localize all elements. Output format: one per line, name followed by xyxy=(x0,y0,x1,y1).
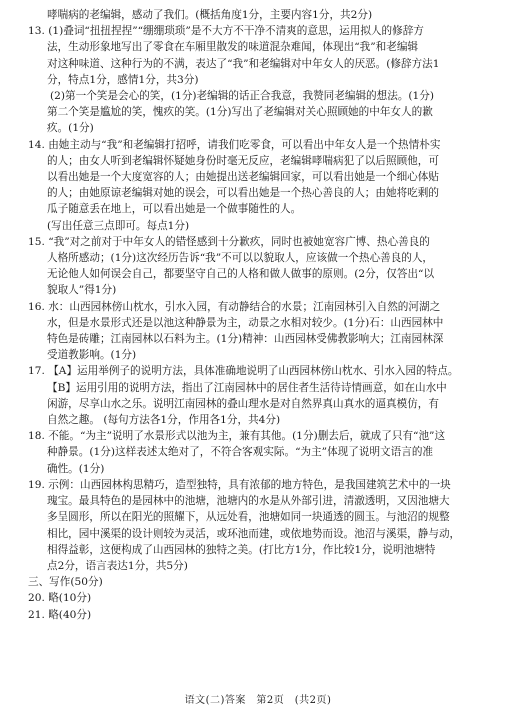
text-line: 14. 由她主动与“我”和老编辑打招呼，请我们吃零食，可以看出中年女人是一个热情朴实 xyxy=(28,138,441,151)
text-line: 无论他人如何误会自己，都要坚守自己的人格和做人做事的原则。(2分，仅答出“以 xyxy=(47,268,435,281)
text-line: 水，但是水景形式还是以池这种静景为主，动景之水相对较少。(1分)石：山西园林中 xyxy=(47,316,444,329)
text-line: 三、写作(50分) xyxy=(28,576,103,589)
text-line: 第二个笑是尴尬的笑，愧疚的笑。(1分)写出了老编辑对关心照顾她的中年女人的歉 xyxy=(47,106,433,119)
text-line: 瑰宝。最具特色的是园林中的池塘，池塘内的水是从外部引进，清澈透明，又因池塘大 xyxy=(47,495,450,508)
text-line: 的人；由她原谅老编辑对她的误会，可以看出她是一个热心善良的人；由她将吃剩的 xyxy=(47,187,439,200)
text-line: 15. “我”对之前对于中年女人的错怪感到十分歉疚，同时也被她宽容广博、热心善良的 xyxy=(28,235,430,248)
text-line: 自然之趣。 (每句方法各1分，作用各1分，共4分) xyxy=(47,414,281,427)
text-line: 的人；由女人听到老编辑怀疑她身份时毫无反应，老编辑哮喘病犯了以后照顾他，可 xyxy=(47,154,439,167)
text-line: 20. 略(10分) xyxy=(28,592,92,605)
text-line: 特色是砖雕；江南园林以石料为主。(1分)精神：山西园林受佛教影响大；江南园林深 xyxy=(47,333,444,346)
text-line: 以看出她是一个大度宽容的人；由她提出送老编辑回家，可以看出她是一个细心体贴 xyxy=(47,171,439,184)
text-line: 闲游，尽享山水之乐。说明江南园林的叠山理水是对自然界真山真水的逼真模仿，有 xyxy=(47,397,439,410)
text-line: 受道教影响。(1分) xyxy=(47,349,137,362)
text-line: (2)第一个笑是会心的笑，(1分)老编辑的话正合我意，我赞同老编辑的想法。(1分) xyxy=(50,90,435,103)
text-line: 点2分，语言表达1分，共5分) xyxy=(47,559,188,572)
text-line: 确性。(1分) xyxy=(47,462,105,475)
text-line: 瓜子随意丢在地上，可以看出她是一个做事随性的人。 xyxy=(47,203,302,216)
text-line: 17. 【A】运用举例子的说明方法，具体准确地说明了山西园林傍山枕水、引水入园的特点。 xyxy=(28,365,459,378)
text-line: 对这种味道、这种行为的不满，表达了“我”和老编辑对中年女人的厌恶。(修辞方法1 xyxy=(47,57,440,70)
text-line: 种静景。(1分)这样表述太绝对了，不符合客观实际。“为主”体现了说明文语言的准 xyxy=(47,446,434,459)
text-line: 16. 水：山西园林傍山枕水，引水入园，有动静结合的水景；江南园林引入自然的河湖之 xyxy=(28,300,441,313)
text-line: 相比，园中溪渠的设计则较为灵活，或环池而建，或依地势而设。池沼与溪渠，静与动， xyxy=(47,527,461,540)
text-line: 19. 示例：山西园林构思精巧，造型独特，具有浓郁的地方特色，是我国建筑艺术中的一块 xyxy=(28,478,451,491)
answer-content xyxy=(28,7,488,623)
text-line: 法，生动形象地写出了零食在车厢里散发的味道混杂难闻，体现出“我”和老编辑 xyxy=(47,41,419,54)
text-line: 13. (1)叠词“扭扭捏捏”“绷绷琐琐”是不大方不干净不清爽的意思，运用拟人的修辞方 xyxy=(28,25,424,38)
text-line: 18. 不能。“为主”说明了水景形式以池为主，兼有其他。(1分)删去后，就成了只有“池”这 xyxy=(28,430,446,443)
text-line: 相得益彰，这便构成了山西园林的独特之美。(打比方1分，作比较1分，说明池塘特 xyxy=(47,543,436,556)
text-line: 21. 略(40分) xyxy=(28,608,92,621)
text-line: 分，特点1分，感情1分，共3分) xyxy=(47,73,199,86)
text-line: 哮喘病的老编辑，感动了我们。(概括角度1分，主要内容1分，共2分) xyxy=(47,9,373,21)
text-line: (写出任意三点即可。每点1分) xyxy=(47,219,190,232)
text-line: 【B】运用引用的说明方法，指出了江南园林中的居住者生活待诗情画意，如在山水中 xyxy=(47,381,447,394)
text-line: 人格所感动；(1分)这次经历告诉“我”不可以以貌取人，应该做一个热心善良的人， xyxy=(47,252,434,265)
text-line: 疚。(1分) xyxy=(47,122,94,135)
page-footer: 语文(二)答案 第2页 (共2页) xyxy=(184,695,332,706)
text-line: 貌取人”得1分) xyxy=(47,284,117,297)
text-line: 多呈圆形，所以在阳光的照耀下，从远处看，池塘如同一块通透的圆玉。与池沼的规整 xyxy=(47,511,450,524)
